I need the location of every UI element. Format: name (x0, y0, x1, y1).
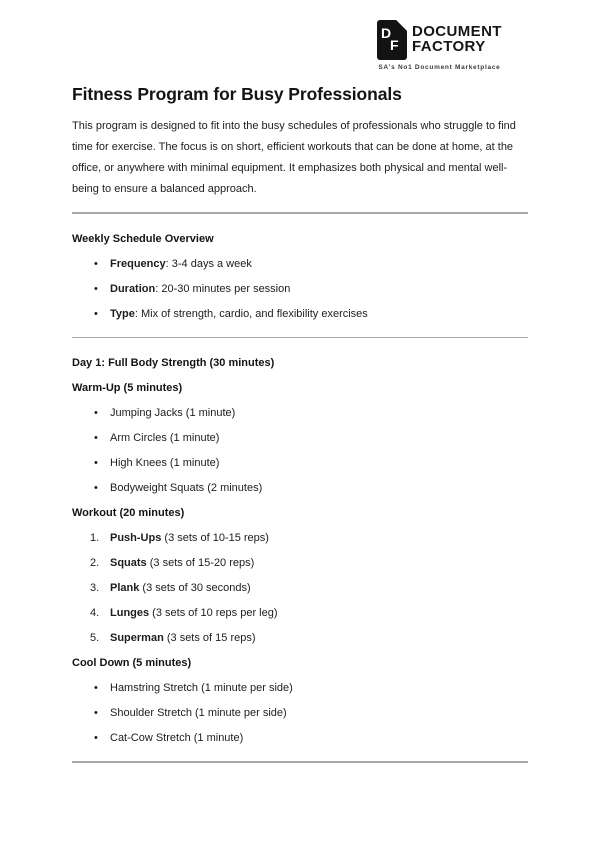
list-item-text: High Knees (1 minute) (110, 457, 220, 469)
exercise-detail: (3 sets of 10 reps per leg) (149, 607, 278, 619)
exercise-detail: (3 sets of 10-15 reps) (161, 532, 269, 544)
exercise-detail: (3 sets of 15-20 reps) (146, 557, 255, 569)
brand-name-line2: FACTORY (412, 38, 486, 55)
page-title: Fitness Program for Busy Professionals (72, 84, 402, 104)
document-file-icon (377, 20, 407, 60)
bullet-list-item (72, 728, 528, 749)
list-item-text: Shoulder Stretch (1 minute per side) (110, 707, 287, 719)
list-item-text (110, 279, 290, 300)
bullet-list-item (72, 678, 528, 699)
list-item-text (110, 603, 278, 624)
numbered-list-item (72, 628, 528, 649)
bullet-list-item (72, 304, 528, 325)
bullet-marker: • (94, 407, 98, 419)
number-marker: 2. (90, 557, 100, 569)
bullet-list-item (72, 478, 528, 499)
list-item-detail: : 3-4 days a week (165, 257, 252, 270)
list-item-term: Duration (110, 282, 156, 295)
list-item-text: Arm Circles (1 minute) (110, 432, 220, 444)
document-content (72, 82, 528, 778)
divider (72, 212, 528, 214)
warmup-list (72, 403, 528, 499)
list-item-text: Bodyweight Squats (2 minutes) (110, 482, 263, 494)
bullet-marker: • (94, 707, 98, 719)
list-item-detail: : 20-30 minutes per session (155, 282, 291, 295)
weekly-schedule-list (72, 254, 528, 325)
list-item-text (110, 528, 269, 549)
list-item-text (110, 628, 256, 649)
number-marker: 4. (90, 607, 100, 619)
brand-tagline: SA's No1 Document Marketplace (378, 64, 501, 71)
list-item-term: Type (110, 307, 135, 320)
bullet-list-item (72, 254, 528, 275)
list-item-text: Hamstring Stretch (1 minute per side) (110, 682, 293, 694)
day1-heading: Day 1: Full Body Strength (30 minutes) (72, 357, 275, 369)
numbered-list-item (72, 528, 528, 549)
numbered-list-item (72, 553, 528, 574)
bullet-marker: • (94, 257, 98, 270)
bullet-marker: • (94, 282, 98, 295)
exercise-detail: (3 sets of 30 seconds) (139, 582, 251, 594)
exercise-name: Plank (110, 582, 140, 594)
bullet-marker: • (94, 482, 98, 494)
exercise-name: Superman (110, 632, 164, 644)
cooldown-heading: Cool Down (5 minutes) (72, 657, 192, 669)
logo-row (377, 20, 502, 60)
divider (72, 337, 528, 339)
bullet-marker: • (94, 732, 98, 744)
logo-letter-d: D (381, 25, 392, 41)
list-item-text: Jumping Jacks (1 minute) (110, 407, 236, 419)
numbered-list-item (72, 603, 528, 624)
list-item-text (110, 254, 252, 275)
list-item-text: Cat-Cow Stretch (1 minute) (110, 732, 244, 744)
workout-heading: Workout (20 minutes) (72, 507, 185, 519)
bullet-list-item (72, 453, 528, 474)
brand-wordmark (412, 20, 502, 54)
bullet-list-item (72, 403, 528, 424)
warmup-heading: Warm-Up (5 minutes) (72, 382, 183, 394)
list-item-text (110, 553, 254, 574)
exercise-detail: (3 sets of 15 reps) (163, 632, 256, 644)
bullet-list-item (72, 703, 528, 724)
exercise-name: Lunges (110, 607, 150, 619)
number-marker: 5. (90, 632, 100, 644)
list-item-term: Frequency (110, 257, 166, 270)
bullet-list-item (72, 428, 528, 449)
bullet-marker: • (94, 457, 98, 469)
brand-name-line1: DOCUMENT (412, 23, 502, 40)
logo-letter-f: F (390, 37, 399, 53)
number-marker: 1. (90, 532, 100, 544)
workout-list (72, 528, 528, 649)
bullet-marker: • (94, 307, 98, 320)
number-marker: 3. (90, 582, 100, 594)
bullet-marker: • (94, 432, 98, 444)
bullet-list-item (72, 279, 528, 300)
list-item-text (110, 578, 251, 599)
intro-paragraph: This program is designed to fit into the busy schedules of professionals who struggle to find time for exercise. The focus is on short, efficient workouts that can be done at home, at the office, or anywhere with minimal equipment. It emphasizes both physical and mental well-being to ensure a balanced approach. (72, 120, 516, 195)
cooldown-list (72, 678, 528, 749)
exercise-name: Push-Ups (110, 532, 162, 544)
exercise-name: Squats (110, 557, 147, 569)
document-factory-logo (377, 20, 502, 71)
bullet-marker: • (94, 682, 98, 694)
weekly-schedule-heading: Weekly Schedule Overview (72, 232, 214, 245)
list-item-detail: : Mix of strength, cardio, and flexibility exercises (134, 307, 368, 320)
divider (72, 761, 528, 763)
numbered-list-item (72, 578, 528, 599)
list-item-text (110, 304, 368, 325)
